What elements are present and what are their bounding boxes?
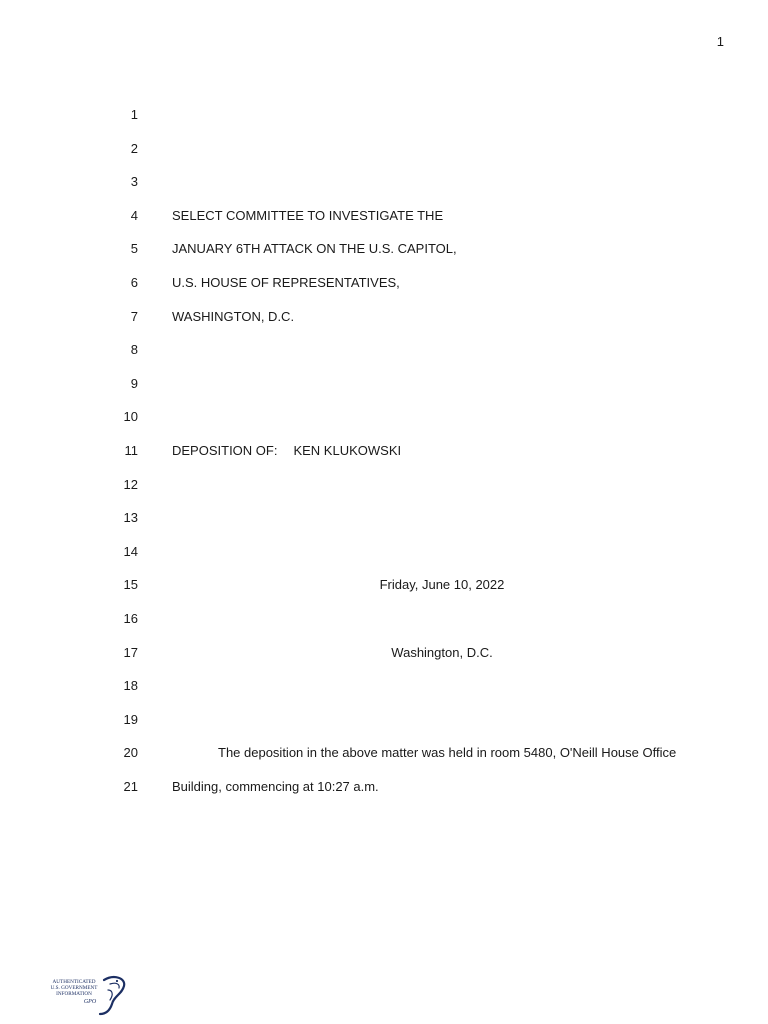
transcript-line — [0, 776, 768, 810]
line-number: 10 — [123, 409, 138, 425]
transcript-line — [0, 171, 768, 205]
line-number: 2 — [130, 140, 138, 156]
transcript-line — [0, 306, 768, 340]
line-number: 7 — [130, 308, 138, 324]
seal-text: U.S. GOVERNMENT — [50, 985, 98, 991]
transcript-line — [0, 474, 768, 508]
transcript-line — [0, 238, 768, 272]
house-name-line: U.S. HOUSE OF REPRESENTATIVES, — [172, 274, 400, 290]
line-number: 4 — [130, 207, 138, 223]
committee-name-line: SELECT COMMITTEE TO INVESTIGATE THE — [172, 207, 444, 223]
seal-text: GPO — [83, 999, 97, 1005]
line-number: 16 — [123, 610, 138, 626]
committee-name-line: JANUARY 6TH ATTACK ON THE U.S. CAPITOL, — [172, 241, 457, 257]
transcript-line — [0, 608, 768, 642]
seal-text: INFORMATION — [56, 991, 92, 997]
line-number: 11 — [124, 442, 138, 458]
transcript-line — [0, 373, 768, 407]
transcript-lines — [0, 104, 768, 809]
transcript-line — [0, 205, 768, 239]
seal-text: AUTHENTICATED — [52, 979, 96, 985]
transcript-line — [0, 440, 768, 474]
transcript-line — [0, 541, 768, 575]
line-number: 17 — [123, 644, 138, 660]
transcript-line — [0, 138, 768, 172]
transcript-line — [0, 709, 768, 743]
deponent-line — [172, 440, 401, 462]
transcript-line — [0, 339, 768, 373]
line-number: 13 — [123, 510, 138, 526]
line-number: 3 — [130, 174, 138, 190]
location-line: WASHINGTON, D.C. — [172, 308, 295, 324]
line-number: 14 — [123, 543, 138, 559]
line-number: 21 — [123, 778, 138, 794]
transcript-line — [0, 574, 768, 608]
line-number: 1 — [130, 107, 138, 122]
transcript-line — [0, 742, 768, 776]
deposition-label: DEPOSITION OF: — [172, 442, 278, 458]
deposition-date: Friday, June 10, 2022 — [379, 577, 505, 593]
line-number: 5 — [130, 241, 138, 257]
deposition-statement: The deposition in the above matter was held in room 5480, O'Neill House Office — [218, 745, 677, 761]
line-number: 20 — [123, 745, 138, 761]
line-number: 12 — [123, 476, 138, 492]
transcript-line — [0, 406, 768, 440]
line-number: 18 — [123, 678, 138, 694]
transcript-line — [0, 272, 768, 306]
line-number: 15 — [123, 577, 138, 593]
page-number: 1 — [716, 34, 724, 49]
transcript-line — [0, 507, 768, 541]
line-number: 6 — [130, 274, 138, 290]
deponent-name: KEN KLUKOWSKI — [293, 442, 402, 458]
line-number: 19 — [123, 711, 138, 727]
deposition-location: Washington, D.C. — [391, 644, 493, 660]
eagle-icon — [100, 977, 124, 1014]
transcript-line — [0, 104, 768, 138]
line-number: 9 — [130, 375, 138, 391]
transcript-line — [0, 642, 768, 676]
deposition-statement-continued: Building, commencing at 10:27 a.m. — [172, 778, 379, 794]
transcript-line — [0, 675, 768, 709]
line-number: 8 — [130, 342, 138, 358]
gpo-authentication-seal — [44, 974, 128, 1016]
